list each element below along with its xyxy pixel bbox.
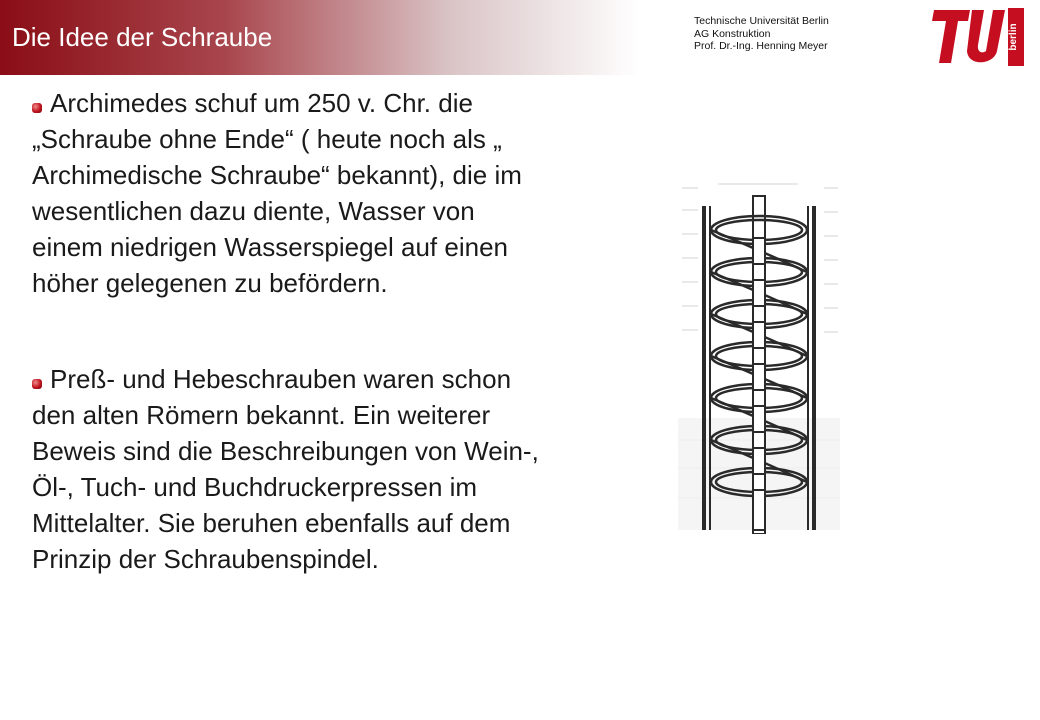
archimedes-screw-illustration [678,178,840,534]
bullet-line: Archimedes schuf um 250 v. Chr. die [50,88,473,118]
bullet-line: Preß- und Hebeschrauben waren schon [50,364,512,394]
institution-info [694,15,829,53]
bullet-line: Beweis sind die Beschreibungen von Wein-, [32,436,539,466]
professor-name: Prof. Dr.-Ing. Henning Meyer [694,40,828,52]
bullet-line: den alten Römern bekannt. Ein weiterer [32,400,491,430]
tu-berlin-logo [930,5,1026,67]
bullet-line: „Schraube ohne Ende“ ( heute noch als „ [32,124,502,154]
slide-title: Die Idee der Schraube [12,22,273,52]
bullet-line: wesentlichen dazu diente, Wasser von [32,196,475,226]
university-name: Technische Universität Berlin [694,15,829,27]
bullet-line: Prinzip der Schraubenspindel. [32,544,379,574]
bullet-line: Mittelalter. Sie beruhen ebenfalls auf dem [32,508,511,538]
bullet-line: einem niedrigen Wasserspiegel auf einen [32,232,508,262]
bullet-icon [32,379,42,389]
bullet-icon [32,103,42,113]
svg-text:berlin: berlin [1008,23,1019,51]
bullet-line: Öl-, Tuch- und Buchdruckerpressen im [32,472,478,502]
bullet-line: Archimedische Schraube“ bekannt), die im [32,160,522,190]
bullet-paragraph-presses [32,361,657,577]
department-name: AG Konstruktion [694,27,771,40]
bullet-line: höher gelegenen zu befördern. [32,268,388,298]
slide-content [32,85,657,577]
bullet-paragraph-archimedes [32,85,657,301]
